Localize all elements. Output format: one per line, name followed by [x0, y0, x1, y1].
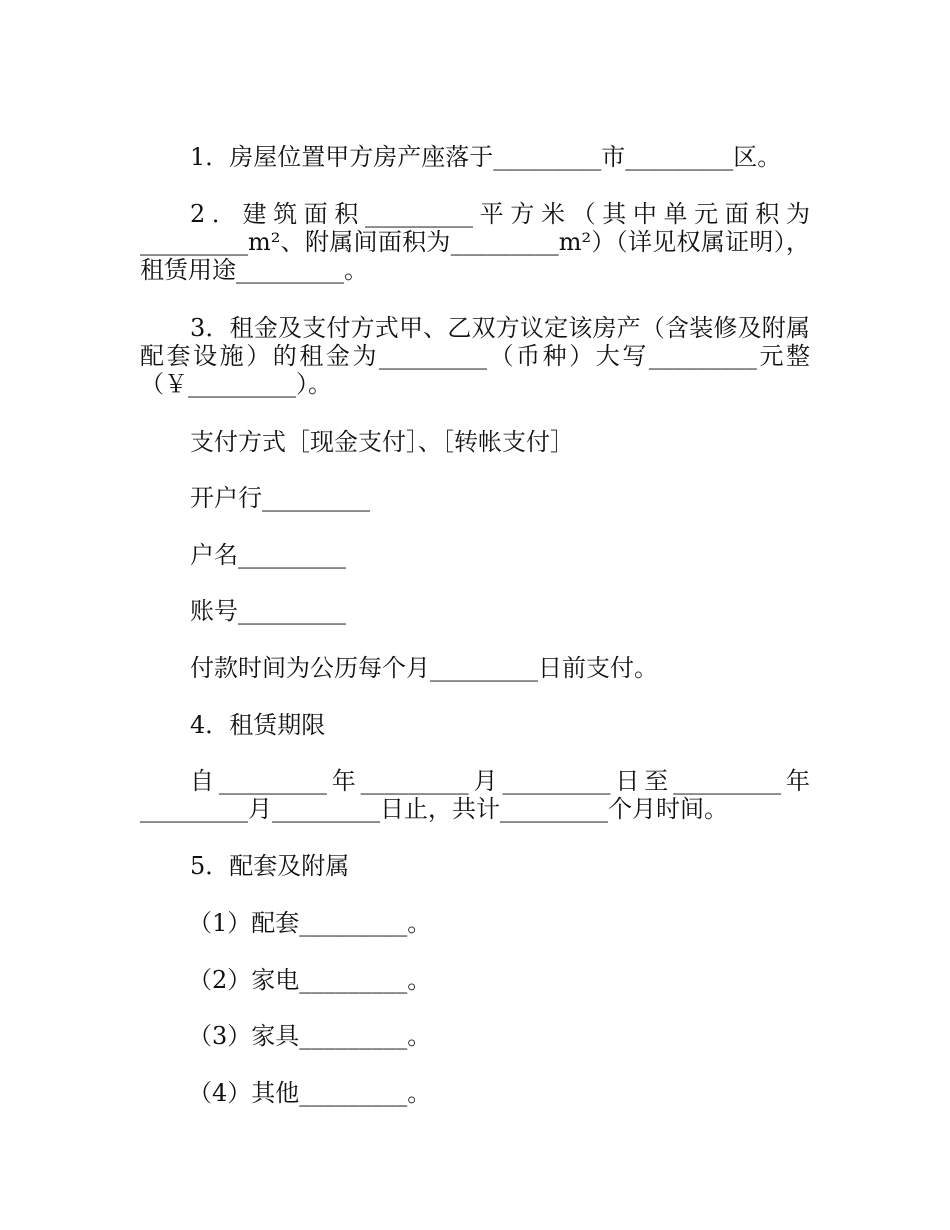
clause-location: 1．房屋位置甲方房产座落于_________市_________区。	[190, 143, 782, 171]
clause-area: 2．建筑面积_________平方米（其中单元面积为_________m²、附属间面积为_________m²）（详见权属证明），租赁用途_________。	[140, 200, 810, 284]
facilities-item: （1）配套_________。	[188, 909, 432, 937]
facilities-item: （4）其他_________。	[188, 1079, 432, 1107]
facilities-item: （3）家具_________。	[188, 1022, 432, 1050]
payment-time-line: 付款时间为公历每个月_________日前支付。	[190, 654, 658, 682]
clause-term: 自_________年_________月_________日至_________年_________月_________日止，共计_________个月时间。	[140, 767, 810, 823]
account-number-line: 账号_________	[190, 597, 346, 625]
clause-rent: 3．租金及支付方式甲、乙双方议定该房产（含装修及附属配套设施）的租金为_________（币种）大写_________元整（￥_________）。	[140, 314, 810, 398]
clause-term-heading: 4．租赁期限	[190, 711, 326, 739]
payment-method-line: 支付方式［现金支付］、［转帐支付］	[190, 428, 574, 456]
facilities-item: （2）家电_________。	[188, 966, 432, 994]
clause-facilities-heading: 5．配套及附属	[190, 852, 350, 880]
account-name-line: 户名_________	[190, 541, 346, 569]
bank-line: 开户行_________	[190, 484, 370, 512]
